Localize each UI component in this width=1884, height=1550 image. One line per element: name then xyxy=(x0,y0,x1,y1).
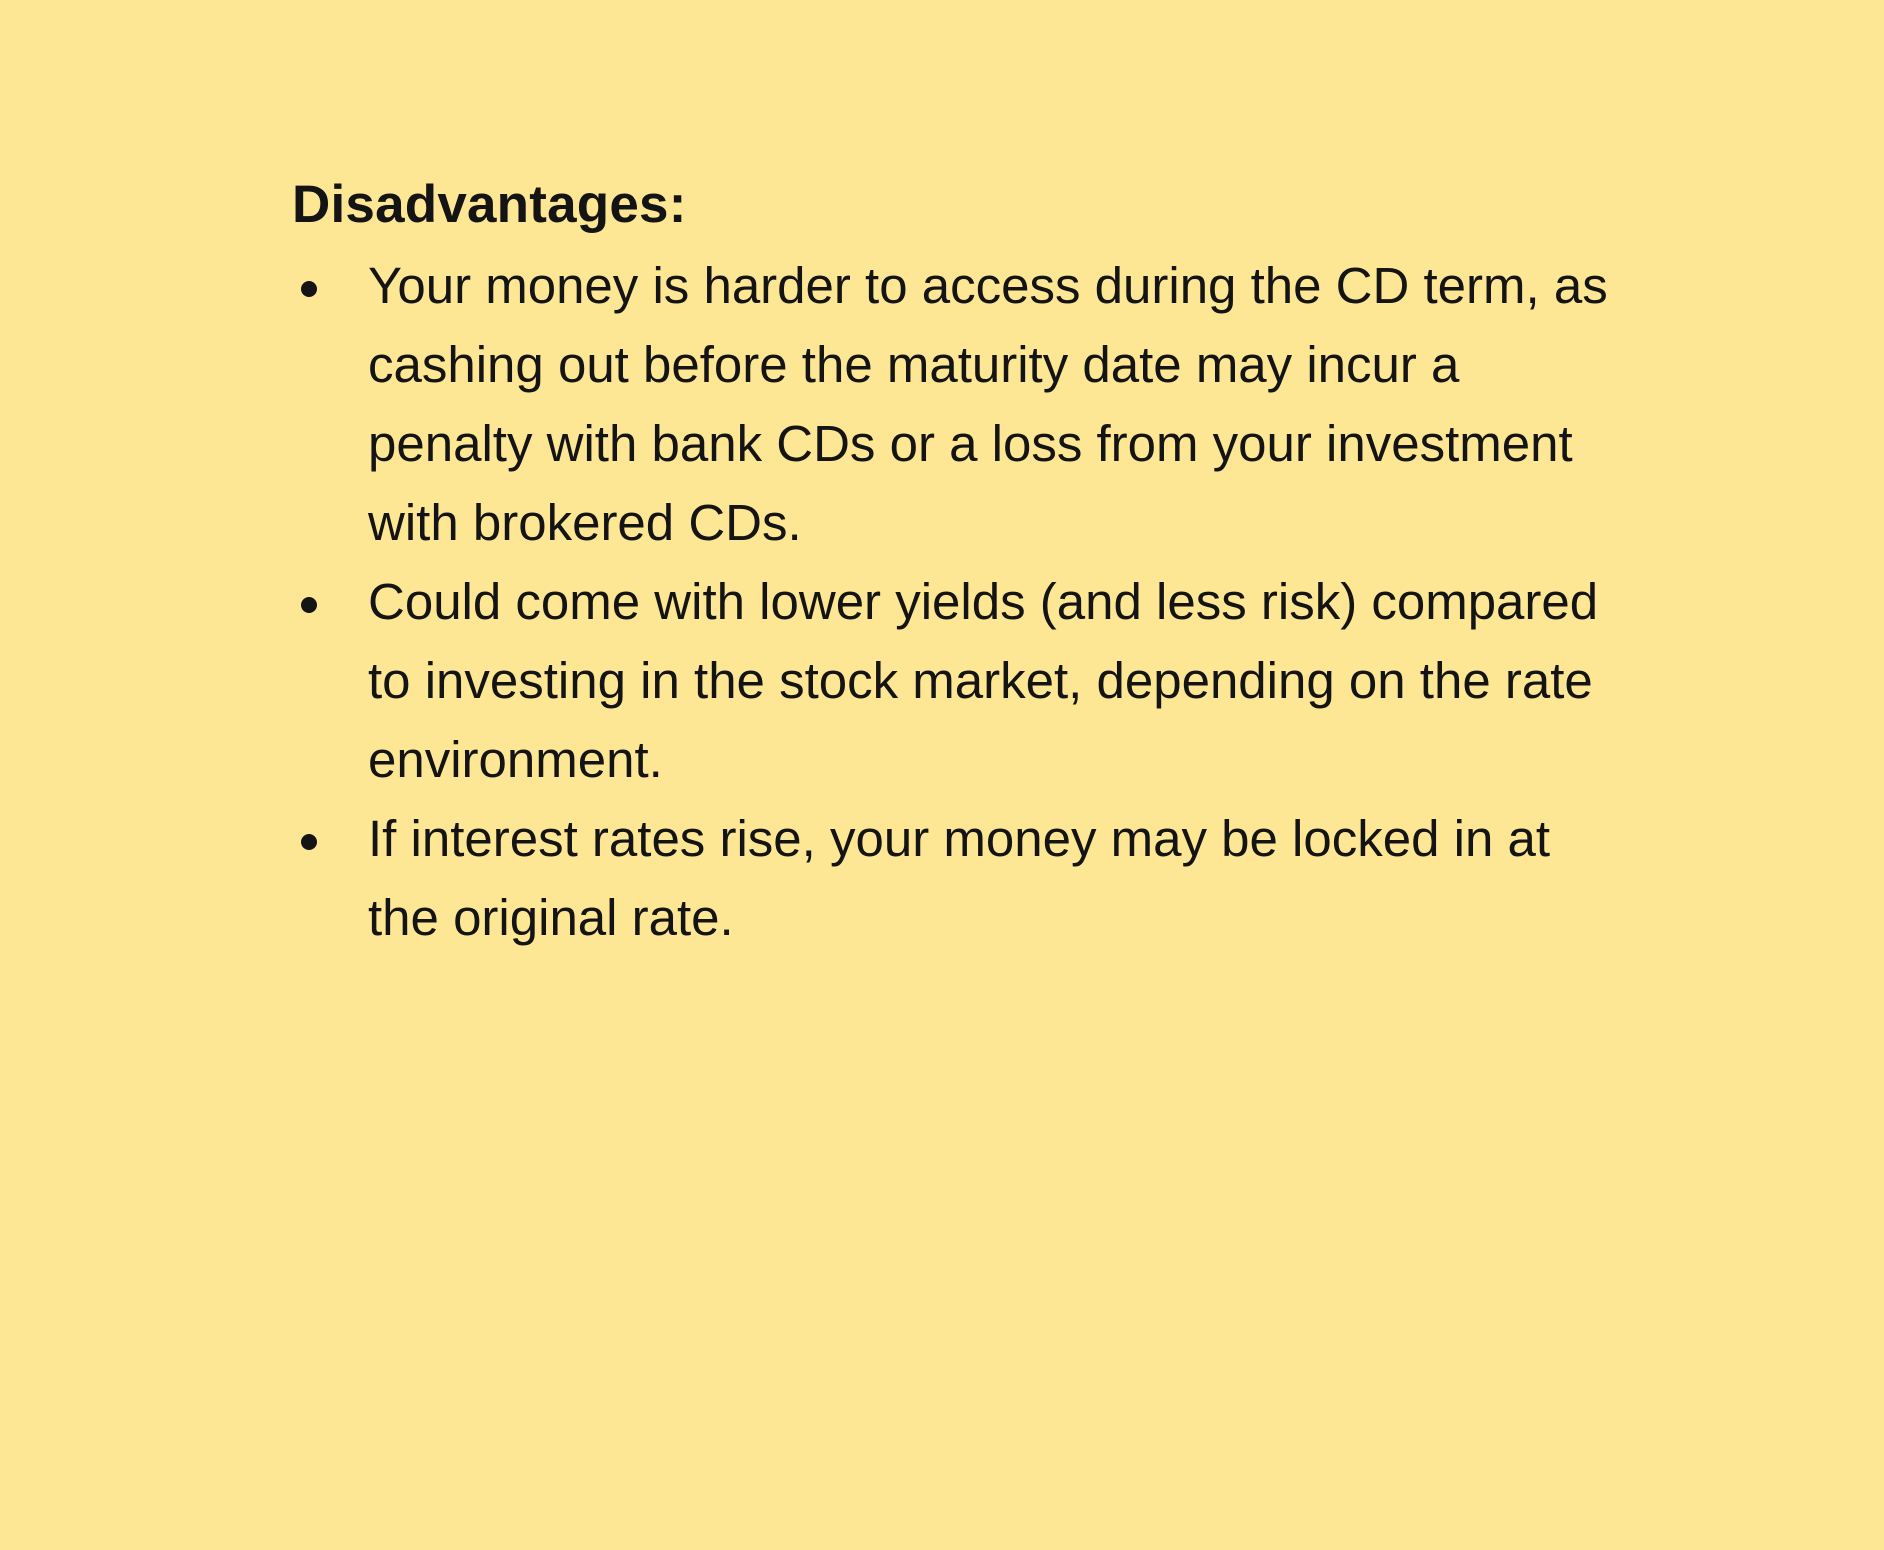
bullet-icon xyxy=(301,597,317,613)
list-item-text: Could come with lower yields (and less risk) compared to investing in the stock market, depending on the rate environment. xyxy=(368,573,1599,788)
list-item xyxy=(292,246,1632,562)
disadvantages-list xyxy=(292,246,1632,957)
bullet-icon xyxy=(301,281,317,297)
list-item-text: Your money is harder to access during the CD term, as cashing out before the maturity date may incur a penalty with bank CDs or a loss from your investment with brokered CDs. xyxy=(368,257,1608,551)
bullet-icon xyxy=(301,834,317,850)
list-item-text: If interest rates rise, your money may be locked in at the original rate. xyxy=(368,810,1551,946)
list-item xyxy=(292,799,1632,957)
section-heading: Disadvantages: xyxy=(292,175,687,234)
disadvantages-section xyxy=(292,170,1632,957)
list-item xyxy=(292,562,1632,799)
